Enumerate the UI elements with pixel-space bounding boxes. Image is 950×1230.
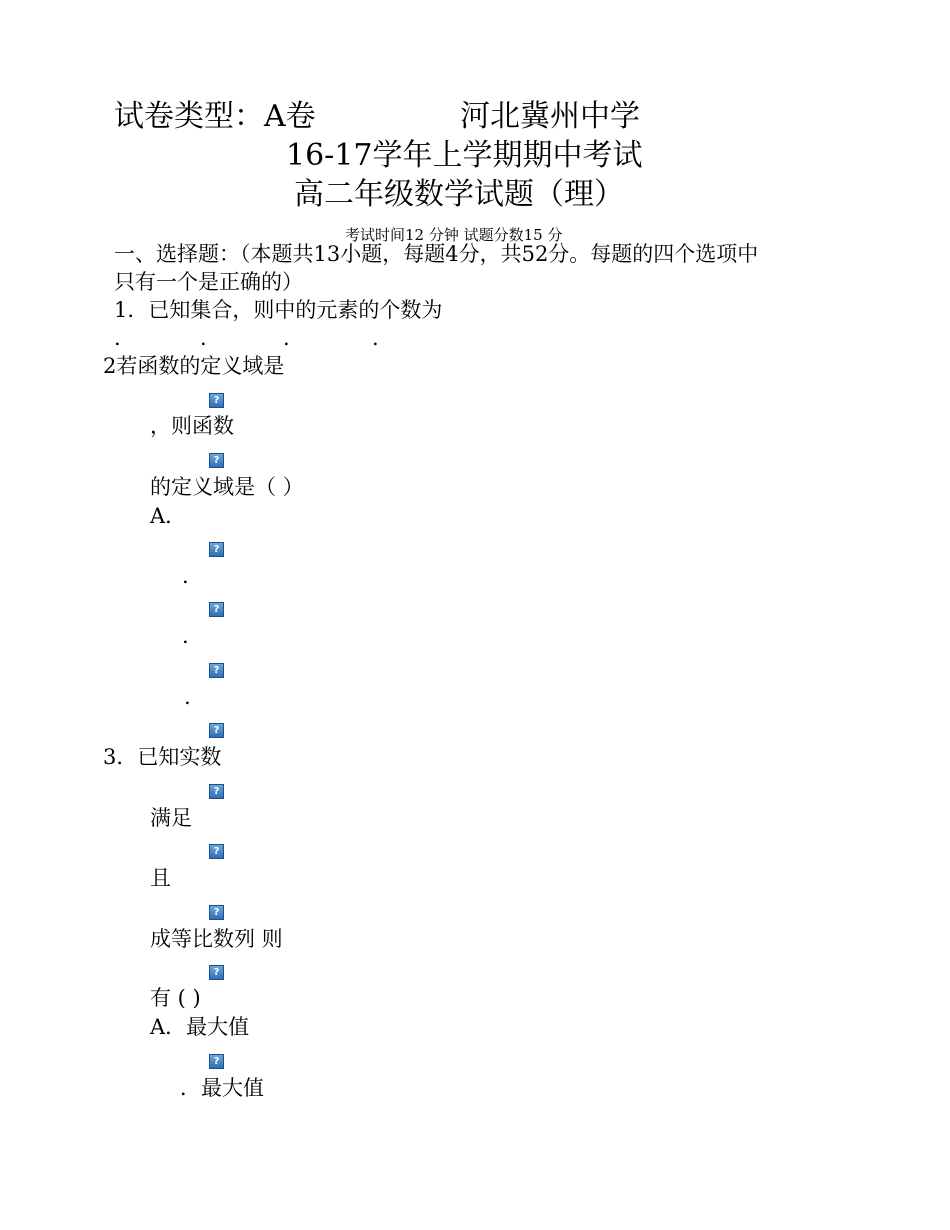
missing-image-icon: ? <box>209 784 224 799</box>
missing-image-icon: ? <box>209 965 224 980</box>
exam-term: 16-17学年上学期期中考试 <box>286 138 643 173</box>
missing-image-icon: ? <box>209 844 224 859</box>
q2-option-a: A． <box>150 504 187 528</box>
section-title-line2: 只有一个是正确的） <box>114 270 303 294</box>
missing-image-icon: ? <box>209 542 224 557</box>
exam-type: 试卷类型：A卷 <box>114 99 316 134</box>
q2-option-b: . <box>182 564 189 588</box>
exam-info: 考试时间12 分钟 试题分数15 分 <box>345 226 563 244</box>
q1-option-a: . <box>114 326 121 350</box>
q3-text-4: 成等比数列 则 <box>150 927 283 951</box>
q1-option-c: . <box>283 326 290 350</box>
missing-image-icon: ? <box>209 602 224 617</box>
q3-option-b: ．最大值 <box>180 1076 264 1100</box>
q2-stem: 2若函数的定义域是 <box>103 354 285 378</box>
q1-option-b: . <box>200 326 207 350</box>
missing-image-icon: ? <box>209 663 224 678</box>
section-title-line1: 一、选择题：（本题共13小题，每题4分，共52分。每题的四个选项中 <box>114 242 759 266</box>
q1-option-d: . <box>372 326 379 350</box>
missing-image-icon: ? <box>209 905 224 920</box>
school-name: 河北冀州中学 <box>460 99 640 134</box>
q3-option-a: A．最大值 <box>150 1015 250 1039</box>
q3-text-5: 有 ( ) <box>150 986 201 1010</box>
q1-stem: 1．已知集合，则中的元素的个数为 <box>114 298 443 322</box>
q2-option-c: . <box>182 624 189 648</box>
q2-text-2: ，则函数 <box>150 414 234 438</box>
q3-stem: 3．已知实数 <box>103 745 222 769</box>
missing-image-icon: ? <box>209 1054 224 1069</box>
missing-image-icon: ? <box>209 393 224 408</box>
q2-option-d: . <box>184 685 191 709</box>
q2-text-3: 的定义域是（ ） <box>150 475 304 499</box>
missing-image-icon: ? <box>209 723 224 738</box>
exam-subject: 高二年级数学试题（理） <box>294 177 624 212</box>
q3-text-3: 且 <box>150 866 171 890</box>
missing-image-icon: ? <box>209 453 224 468</box>
q3-text-2: 满足 <box>150 806 192 830</box>
